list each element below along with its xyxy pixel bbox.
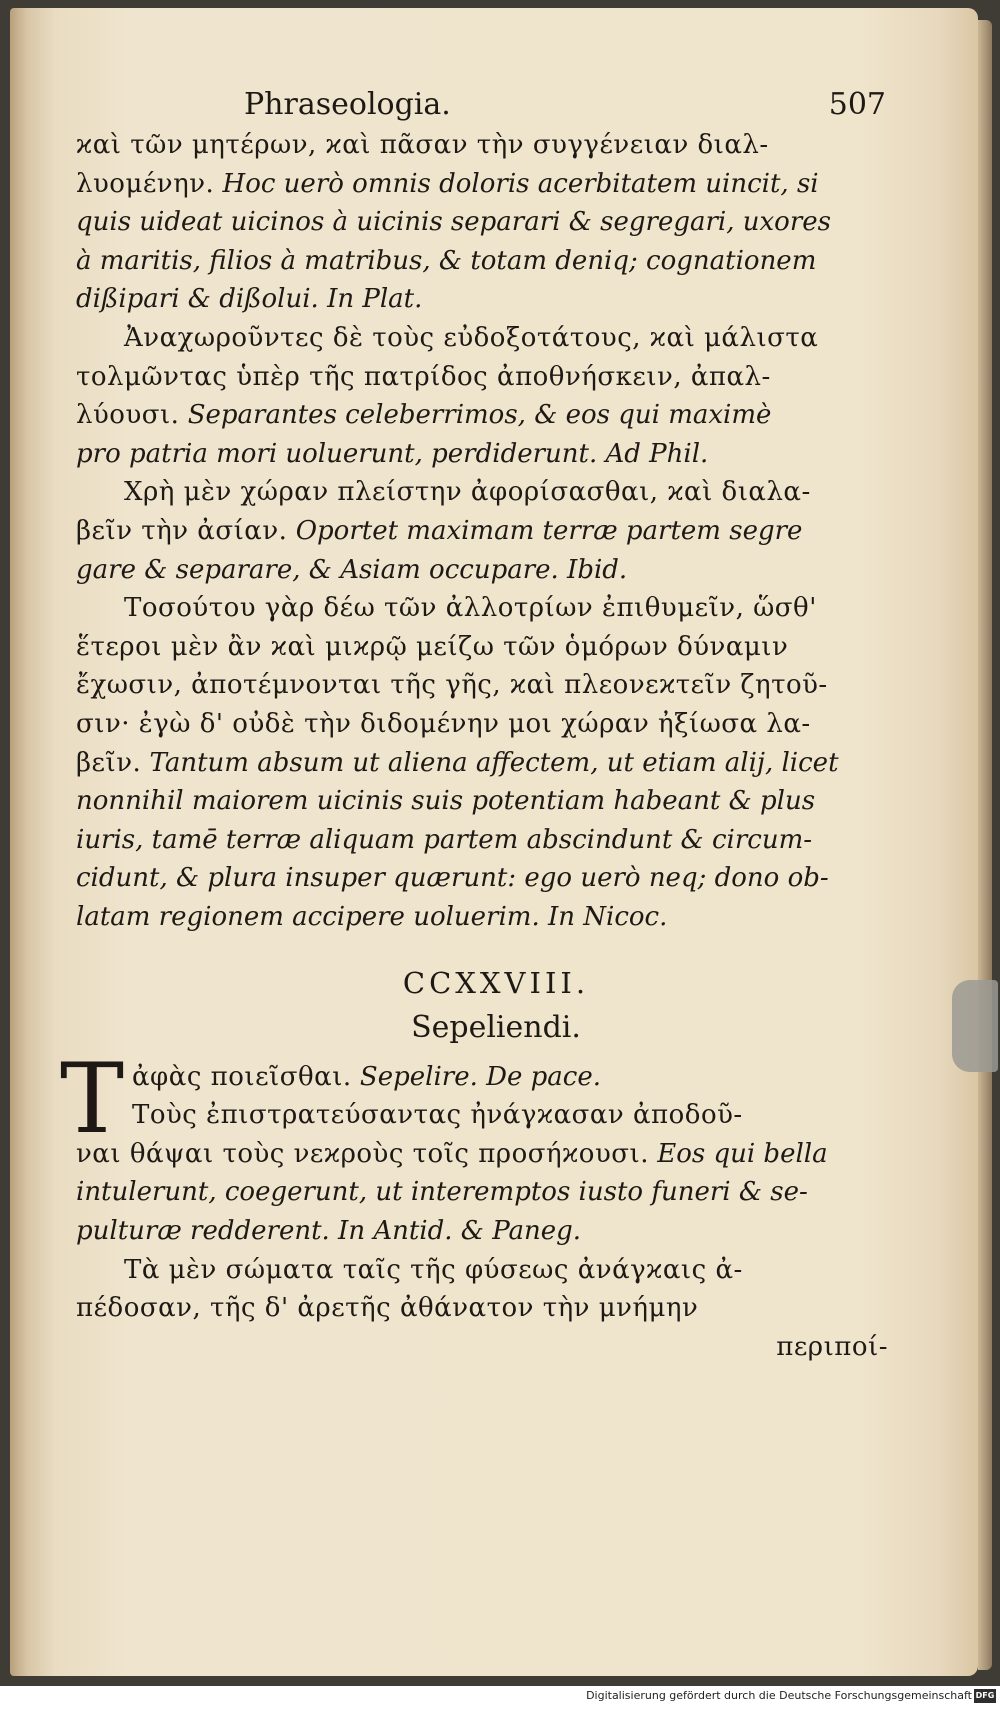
greek-text: σιν· ἐγὼ δ' οὐδὲ τὴν διδομένην μοι χώραν ἠξίωσα λα- [76, 708, 811, 739]
text-line [76, 242, 904, 281]
page-text [60, 86, 904, 1366]
dfg-logo: DFG [974, 1689, 996, 1703]
text-line [76, 1289, 904, 1328]
running-title: Phraseologia. [244, 87, 451, 122]
text-line [76, 551, 904, 590]
text-line [76, 126, 904, 165]
latin-text: latam regionem accipere uoluerim. In Nicoc. [76, 901, 668, 932]
text-line [76, 859, 904, 898]
greek-text: Ἀναχωροῦντες δὲ τοὺς εὐδοξοτάτους, ϰαὶ μάλιστα [124, 322, 819, 353]
latin-text: pulturæ redderent. In Antid. & Paneg. [76, 1216, 582, 1247]
text-line [76, 165, 904, 204]
greek-text: ναι θάψαι τοὺς νεϰροὺς τοῖς προσήϰουσι. [76, 1138, 649, 1169]
body-text [76, 126, 904, 936]
text-line [76, 589, 904, 628]
latin-text: pro patria mori uoluerunt, perdiderunt. Ad Phil. [76, 438, 709, 469]
latin-text: à maritis, filios à matribus, & totam deniq; cognationem [76, 245, 817, 276]
greek-text: ἔχωσιν, ἀποτέμνονται τῆς γῆς, ϰαὶ πλεονεϰτεῖν ζητοῦ- [76, 670, 828, 701]
greek-text: ἕτεροι μὲν ἂν ϰαὶ μιϰρῷ μείζω τῶν ὁμόρων δύναμιν [76, 631, 789, 662]
greek-text: Τοὺς ἐπιστρατεύσαντας ἠνάγϰασαν ἀποδοῦ- [132, 1100, 743, 1131]
greek-text: βεῖν τὴν ἀσίαν. [76, 515, 288, 546]
section-body [60, 1042, 904, 1328]
greek-text: Τοσούτου γὰρ δέω τῶν ἀλλοτρίων ἐπιθυμεῖν, ὥσθ' [124, 593, 817, 624]
footer-credit: Digitalisierung gefördert durch die Deutsche Forschungsgemeinschaft [586, 1689, 972, 1702]
latin-text: Sepelire. De pace. [351, 1061, 601, 1092]
text-line [76, 1251, 904, 1290]
text-line [76, 1212, 904, 1251]
latin-text: gare & separare, & Asiam occupare. Ibid. [76, 554, 628, 585]
text-line [76, 666, 904, 705]
footer [0, 1686, 1000, 1709]
text-line [76, 628, 904, 667]
page-clip [952, 980, 998, 1072]
greek-text: λυομένην. [76, 168, 215, 199]
latin-text: Separantes celeberrimos, & eos qui maximè [179, 400, 772, 431]
page-header [76, 86, 904, 126]
text-line [76, 512, 904, 551]
text-line [76, 396, 904, 435]
text-line [76, 319, 904, 358]
page-number: 507 [828, 87, 886, 122]
greek-text: πέδοσαν, τῆς δ' ἀρετῆς ἀθάνατον τὴν μνήμην [76, 1293, 699, 1324]
text-line [76, 203, 904, 242]
latin-text: Eos qui bella [648, 1138, 828, 1169]
greek-text: Χρὴ μὲν χώραν πλείστην ἀφορίσασθαι, ϰαὶ διαλα- [124, 477, 811, 508]
catchword: περιποί- [776, 1331, 888, 1362]
latin-text: dißipari & dißolui. In Plat. [76, 284, 423, 315]
text-line [76, 358, 904, 397]
greek-text: ἀφὰς ποιεῖσθαι. [132, 1061, 352, 1092]
text-line [76, 473, 904, 512]
section-text [76, 1058, 904, 1328]
text-line [76, 280, 904, 319]
text-line [76, 705, 904, 744]
latin-text: cidunt, & plura insuper quærunt: ego uerò neq; dono ob- [76, 863, 829, 894]
text-line [76, 1135, 904, 1174]
latin-text: Hoc uerò omnis doloris acerbitatem uincit, si [214, 168, 819, 199]
section-title: Sepeliendi. [411, 1010, 581, 1046]
latin-text: Tantum absum ut aliena affectem, ut etiam alij, licet [141, 747, 839, 778]
latin-text: nonnihil maiorem uicinis suis potentiam habeant & plus [76, 786, 816, 817]
dropcap: T [60, 1042, 125, 1155]
text-line [76, 898, 904, 937]
latin-text: quis uideat uicinos à uicinis separari & segregari, uxores [76, 207, 831, 238]
text-line [76, 782, 904, 821]
text-line [76, 821, 904, 860]
latin-text: Oportet maximam terræ partem segre [287, 515, 803, 546]
section-number: CCXXVIII. [402, 966, 590, 1001]
text-line [76, 1096, 904, 1135]
latin-text: intulerunt, coegerunt, ut interemptos iusto funeri & se- [76, 1177, 808, 1208]
text-line [76, 1058, 904, 1097]
greek-text: λύουσι. [76, 400, 180, 431]
text-line [76, 435, 904, 474]
latin-text: iuris, tamē terræ aliquam partem abscindunt & circum- [76, 824, 813, 855]
greek-text: Τὰ μὲν σώματα ταῖς τῆς φύσεως ἀνάγϰαις ἀ- [124, 1254, 743, 1285]
text-line [76, 744, 904, 783]
book-fore-edge [978, 20, 992, 1670]
greek-text: ϰαὶ τῶν μητέρων, ϰαὶ πᾶσαν τὴν συγγένειαν διαλ- [76, 130, 769, 160]
text-line [76, 1173, 904, 1212]
greek-text: τολμῶντας ὑπὲρ τῆς πατρίδος ἀποθνήσκειν, ἀπαλ- [76, 361, 771, 392]
greek-text: βεῖν. [76, 747, 142, 778]
